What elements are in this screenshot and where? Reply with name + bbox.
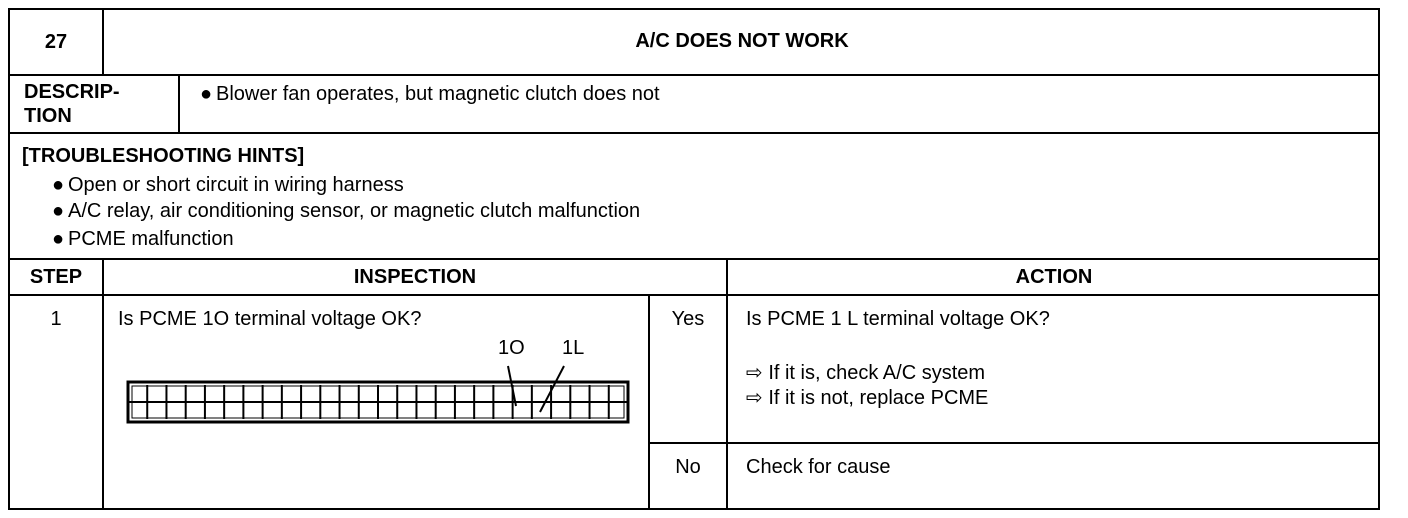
description-label-text: DESCRIP- TION xyxy=(24,81,120,127)
yes-action-text: Is PCME 1 L terminal voltage OK? xyxy=(746,308,1050,330)
answer-no-label: No xyxy=(675,456,701,478)
hint-text: PCME malfunction xyxy=(68,228,234,250)
step-number: 1 xyxy=(50,308,62,330)
rule-below-description xyxy=(8,132,1380,134)
bullet-icon: ● xyxy=(52,200,65,222)
answer-yes-label: Yes xyxy=(671,308,705,330)
rule-action-divider xyxy=(726,258,728,510)
no-action-text: Check for cause xyxy=(746,456,891,478)
column-header-action: ACTION xyxy=(1015,266,1093,288)
hint-text: A/C relay, air conditioning sensor, or magnetic clutch malfunction xyxy=(68,200,641,222)
bullet-icon: ● xyxy=(52,228,65,250)
hint-item xyxy=(52,172,404,198)
connector-label-1l: 1L xyxy=(562,337,585,359)
inspection-text: Is PCME 1O terminal voltage OK? xyxy=(118,308,422,330)
pcme-connector-diagram xyxy=(124,362,634,422)
bullet-icon: ● xyxy=(52,174,65,196)
description-text-line xyxy=(200,82,660,106)
hint-item xyxy=(52,198,640,224)
column-header-step: STEP xyxy=(29,266,83,288)
bullet-icon: ● xyxy=(200,83,213,105)
rule-description-divider xyxy=(178,74,180,133)
hint-item xyxy=(52,226,234,252)
yes-subaction: ⇨ If it is, check A/C system xyxy=(746,362,986,384)
rule-below-title xyxy=(8,74,1380,76)
rule-below-column-headers xyxy=(8,294,1380,296)
description-label xyxy=(24,80,120,128)
rule-below-hints xyxy=(8,258,1380,260)
procedure-number: 27 xyxy=(44,31,68,53)
connector-label-1o: 1O xyxy=(498,337,525,359)
hint-text: Open or short circuit in wiring harness xyxy=(68,174,404,196)
page-title: A/C DOES NOT WORK xyxy=(635,30,849,52)
yes-subaction: ⇨ If it is not, replace PCME xyxy=(746,387,989,409)
hints-heading: [TROUBLESHOOTING HINTS] xyxy=(22,145,305,167)
rule-step-divider xyxy=(102,258,104,510)
description-text: Blower fan operates, but magnetic clutch does not xyxy=(216,83,660,105)
column-header-inspection: INSPECTION xyxy=(353,266,477,288)
rule-between-yes-no xyxy=(648,442,1380,444)
